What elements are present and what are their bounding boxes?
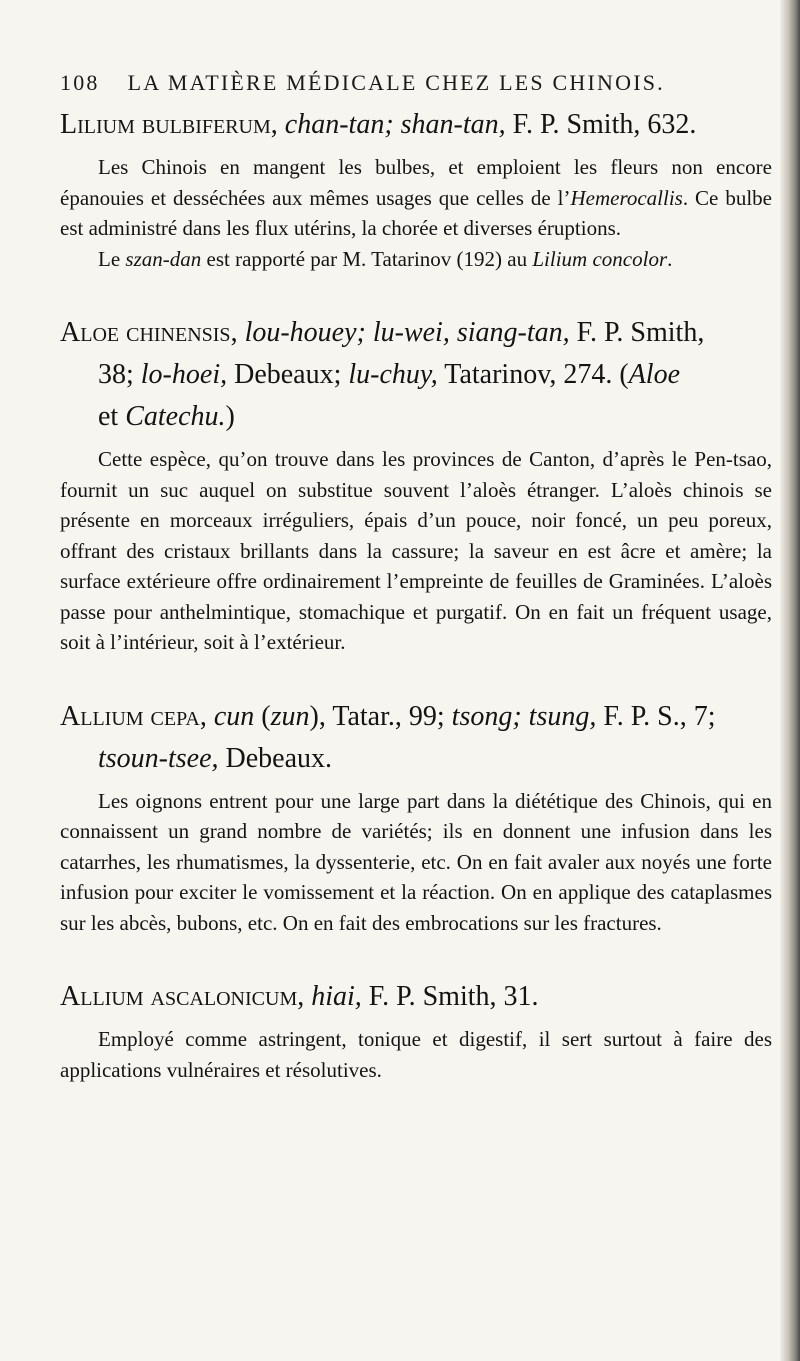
reference: F. P. Smith, 31. — [361, 981, 539, 1012]
text-run: Debeaux; — [227, 359, 349, 390]
italic-term: lu-chuy, — [348, 359, 438, 390]
text-run: Les Chinois en mangent les bulbes, et emploient les fleurs non encore épanouies et desséchées aux mêmes usages que celles de l’ — [60, 155, 772, 210]
chinese-names: lou-houey; lu-wei, siang-tan, — [244, 317, 570, 348]
text-run: Tatarinov, 274. ( — [437, 359, 629, 390]
running-head — [60, 70, 772, 96]
italic-term: Hemerocallis — [570, 185, 683, 210]
reference: F. P. S., 7; — [596, 700, 716, 732]
text-run: Debeaux. — [218, 742, 333, 774]
italic-term: Catechu. — [125, 401, 226, 432]
italic-term: cun — [213, 700, 255, 732]
reference: F. P. Smith, — [569, 317, 705, 348]
entry-heading-allium-ascalonicum: Allium ascalonicum, hiai, F. P. Smith, 31. — [60, 981, 539, 1012]
book-spine-shadow — [780, 0, 800, 1361]
text-run: est rapporté par M. Tatarinov (192) au — [201, 246, 533, 271]
text-run: Le — [98, 246, 126, 271]
text-run: . — [667, 246, 673, 271]
spacer — [60, 658, 772, 696]
italic-term: tsong; tsung, — [451, 700, 597, 732]
text-run: . Ce bulbe est administré dans les flux utérins, la chorée et diverses éruptions. — [60, 185, 773, 240]
italic-term: szan-dan — [125, 246, 202, 271]
italic-term: Aloe — [628, 359, 681, 390]
paragraph: Employé comme astringent, tonique et digestif, il sert surtout à faire des applications vulnéraires et résolutives. — [60, 1027, 772, 1082]
text-run: 38; — [98, 359, 141, 390]
reference: F. P. Smith, 632. — [505, 109, 697, 140]
italic-term: zun — [270, 700, 310, 732]
text-run: ), Tatar., 99; — [309, 700, 452, 732]
latin-name: Allium ascalonicum — [60, 981, 298, 1012]
chinese-names: hiai, — [311, 981, 362, 1012]
chinese-names: chan-tan; shan-tan, — [284, 109, 506, 140]
paragraph — [60, 152, 772, 244]
spacer — [60, 938, 772, 976]
entry-heading-allium-cepa: Allium cepa, cun (zun), Tatar., 99; tsong; tsung, F. P. S., 7; tsoun-tsee, Debeaux. — [60, 696, 772, 780]
paragraph: Cette espèce, qu’on trouve dans les provinces de Canton, d’après le Pen-tsao, fournit un suc auquel on substitue souvent l’aloès étranger. L’aloès chinois se présente en morceaux irréguliers, épais d’un pouce, noir foncé, un peu poreux, offrant des cristaux brillants dans la cassure; la saveur en est âcre et amère; la surface extérieure offre ordinairement l’empreinte de feuilles de Graminées. L’aloès passe pour anthelmintique, stomachique et purgatif. On en fait un fréquent usage, soit à l’intérieur, soit à l’extérieur. — [60, 447, 772, 654]
latin-name: Aloe chinensis — [60, 317, 231, 348]
italic-term: tsoun-tsee, — [98, 742, 219, 774]
text-run: ) — [225, 401, 235, 432]
running-title: LA MATIÈRE MÉDICALE CHEZ LES CHINOIS. — [127, 70, 665, 95]
latin-name: Allium cepa — [60, 700, 200, 732]
page — [60, 70, 772, 1085]
latin-name: Lilium bulbiferum — [60, 109, 271, 140]
heading-continuation — [60, 738, 772, 780]
paragraph: Les oignons entrent pour une large part dans la diététique des Chinois, qui en connaissent un grand nombre de variétés; ils en donnent une infusion dans les catarrhes, les rhumatismes, la dyssenterie, etc. On en fait avaler aux noyés une forte infusion pour exciter le vomissement et la réaction. On en applique des cataplasmes sur les abcès, bubons, etc. On en fait des embrocations sur les fractures. — [60, 788, 772, 935]
italic-term: lo-hoei, — [140, 359, 228, 390]
text-run: ( — [254, 700, 271, 732]
paragraph — [60, 244, 772, 275]
heading-continuation — [60, 354, 772, 396]
italic-term: Lilium concolor — [532, 246, 668, 271]
page-number: 108 — [60, 70, 100, 95]
spacer — [60, 274, 772, 312]
heading-continuation — [60, 396, 772, 438]
entry-heading-aloe: Aloe chinensis, lou-houey; lu-wei, siang-tan, F. P. Smith, 38; lo-hoei, Debeaux; lu-chuy, Tatarinov, 274. (Aloe et Catechu.) — [60, 312, 772, 438]
entry-heading-lilium: Lilium bulbiferum, chan-tan; shan-tan, F. P. Smith, 632. — [60, 109, 697, 140]
text-run: et — [98, 401, 126, 432]
